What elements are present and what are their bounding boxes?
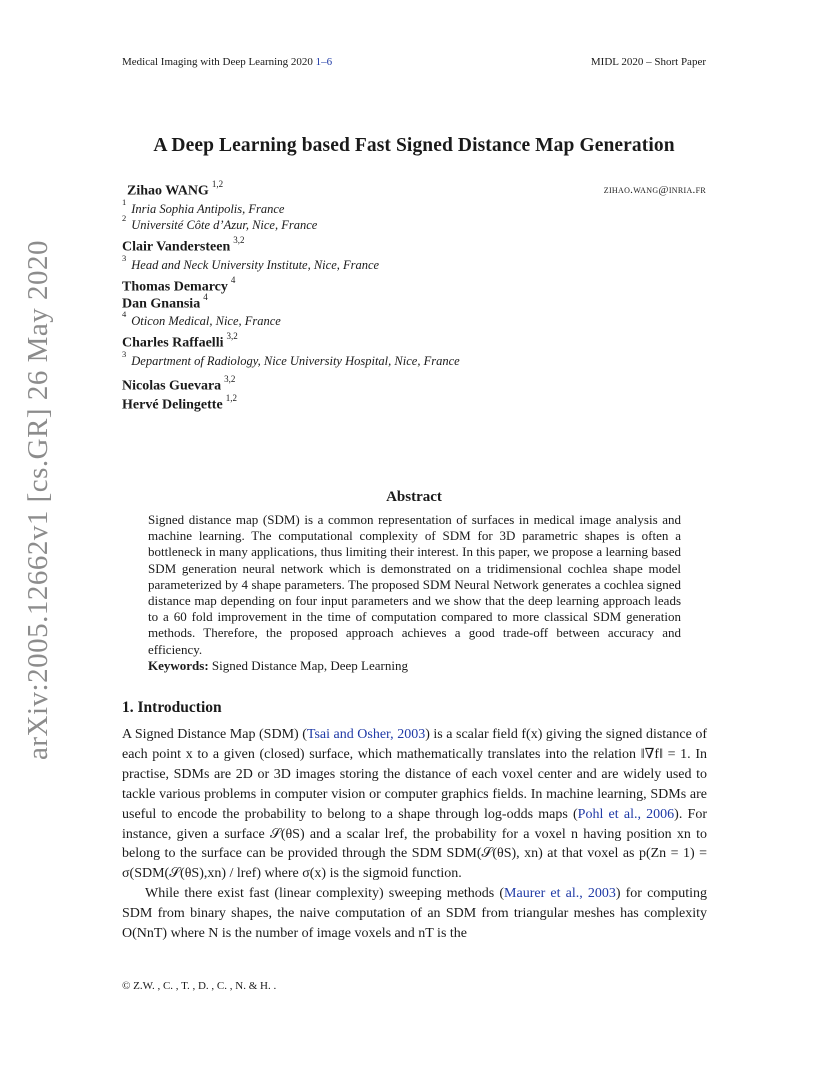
author-5: Charles Raffaelli $^{3,2}$ (122, 331, 238, 351)
citation-link[interactable]: Maurer et al., 2003 (504, 886, 616, 902)
abstract-text: Signed distance map (SDM) is a common representation of surfaces in medical image analysis and machine learning. The computational complexity of SDM for 3D parametric shapes is often a bottleneck in many applications, thus limiting their interest. In this paper, we propose a learning based SDM generation neural network which is demonstrated on a tridimensional cochlea shape model parameterized by 4 shape parameters. The proposed SDM Neural Network generates a cochlea signed distance map depending on four input parameters and we show that the deep learning approach leads to a 60 fold improvement in the time of computation compared to more classical SDM generation methods. Therefore, the proposed approach achieves a good trade-off between accuracy and efficiency. (148, 512, 681, 657)
affiliation-1: $^1$Inria Sophia Antipolis, France (122, 197, 285, 217)
keywords-label: Keywords: (148, 657, 209, 673)
introduction-body (122, 725, 707, 944)
paper-title: A Deep Learning based Fast Signed Distance Map Generation (153, 135, 675, 156)
author-6: Nicolas Guevara $^{3,2}$ (122, 374, 236, 394)
running-header-right: MIDL 2020 – Short Paper (590, 56, 706, 68)
section-heading-introduction: 1. Introduction (122, 699, 222, 716)
copyright-footer: © Z.W. , C. , T. , D. , C. , N. & H. . (122, 980, 277, 992)
affiliation-2: $^2$Université Côte d’Azur, Nice, France (122, 213, 318, 233)
affiliation-4: $^4$Oticon Medical, Nice, France (122, 309, 281, 329)
arxiv-stamp (10, 239, 62, 760)
keywords-line (148, 658, 681, 674)
intro-paragraph-2: While there exist fast (linear complexity) sweeping methods (Maurer et al., 2003) for computing SDM from binary shapes, the naive computation of an SDM from triangular meshes has complexity O(NnT) where N is the number of image voxels and nT is the (122, 886, 707, 942)
author-4: Dan Gnansia $^4$ (122, 292, 208, 312)
author-email: zihao.wang@inria.fr (603, 184, 706, 196)
citation-link[interactable]: Pohl et al., 2006 (577, 806, 675, 822)
arxiv-stamp-text: arXiv:2005.12662v1 [cs.GR] 26 May 2020 (22, 239, 54, 760)
author-3: Thomas Demarcy $^4$ (122, 275, 236, 295)
affiliation-5: $^3$Department of Radiology, Nice University Hospital, Nice, France (122, 349, 460, 369)
author-1: Zihao WANG $^{1,2}$ (127, 179, 224, 199)
affiliation-3: $^3$Head and Neck University Institute, Nice, France (122, 253, 380, 273)
citation-link[interactable]: Tsai and Osher, 2003 (306, 727, 426, 742)
intro-paragraph-1: A Signed Distance Map (SDM) (Tsai and Osher, 2003) is a scalar field f(x) giving the signed distance of each point x to a given (closed) surface, which mathematically translates into the relation ‖∇f‖ = 1. In practise, SDMs are 2D or 3D images storing the distance of each voxel center and are widely used to tackle various problems in computer vision or computer graphics fields. In machine learning, SDMs are useful to encode the probability to belong to a shape through log-odds maps (Pohl et al., 2006). For instance, given a surface 𝒮(θS) and a scalar lref, the probability for a voxel n having position xn to belong to the surface can be provided through the SDM SDM(𝒮(θS), xn) at that voxel as p(Zn = 1) = σ(SDM(𝒮(θS),xn) / lref) where σ(x) is the sigmoid function. (122, 727, 708, 882)
venue-text: Medical Imaging with Deep Learning 2020 (122, 56, 313, 68)
abstract-body (148, 512, 681, 674)
abstract-heading: Abstract (386, 489, 442, 505)
author-7: Hervé Delingette $^{1,2}$ (122, 393, 237, 413)
keywords-text: Signed Distance Map, Deep Learning (211, 657, 408, 673)
running-header-left (122, 56, 332, 68)
author-2: Clair Vandersteen $^{3,2}$ (122, 235, 245, 255)
venue-pages-link[interactable]: 1–6 (315, 56, 333, 68)
